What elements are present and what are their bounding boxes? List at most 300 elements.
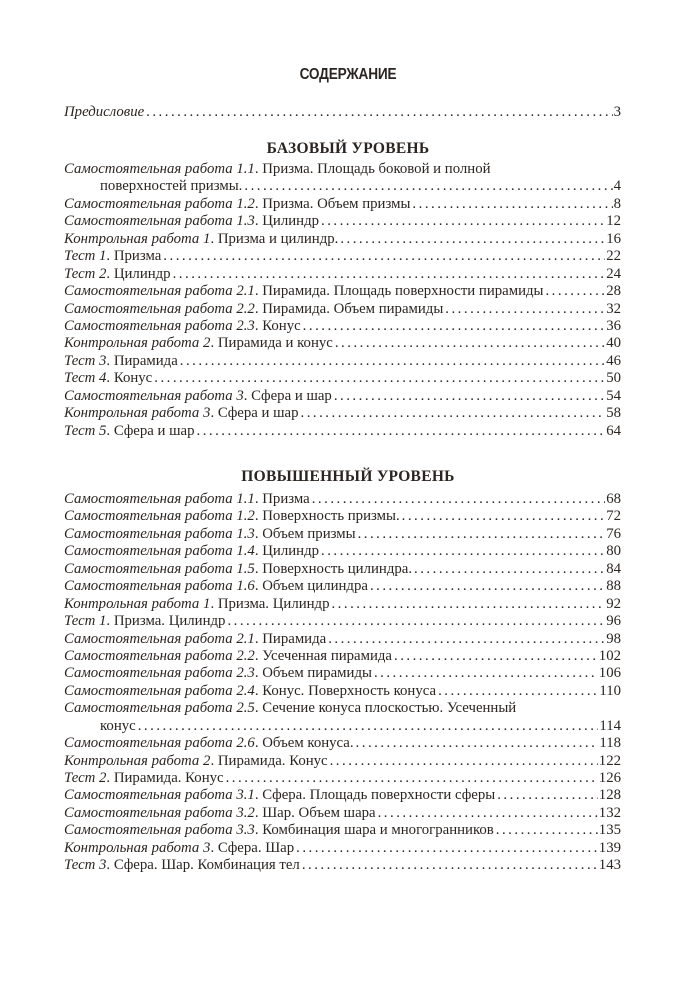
page-number: 118: [599, 735, 621, 752]
toc-entry-line: [64, 770, 621, 787]
page-number: 68: [606, 491, 621, 507]
entry-title: Пирамида и конус: [217, 335, 333, 352]
entry-title: Поверхность цилиндра.: [262, 560, 413, 577]
page-number: 12: [606, 213, 621, 230]
toc-entry[interactable]: [64, 318, 621, 335]
entry-kind-separator: .: [254, 213, 263, 230]
toc-entry[interactable]: [64, 301, 621, 318]
entry-text: [64, 665, 372, 682]
entry-title: Призма. Площадь боковой и полной: [262, 161, 491, 177]
entry-text: [64, 648, 392, 665]
entry-title: Сфера и шар: [251, 387, 332, 404]
dot-leader: [146, 104, 612, 121]
entry-title: Шар. Объем шара: [262, 804, 376, 821]
dot-leader: [296, 840, 598, 857]
entry-text: [64, 266, 171, 283]
entry-title: Пирамида. Конус: [217, 752, 328, 769]
page-number: 50: [606, 370, 621, 387]
entry-title: Поверхность призмы.: [262, 508, 400, 525]
toc-entry-continuation[interactable]: [64, 178, 621, 195]
entry-text: [64, 840, 294, 857]
entry-kind: Тест 2: [64, 770, 107, 786]
entry-kind-separator: .: [254, 283, 263, 300]
entry-title: Призма. Цилиндр: [113, 613, 226, 630]
entry-text: [64, 857, 300, 874]
toc-entry[interactable]: [64, 561, 621, 578]
section-basic-entries: [64, 161, 621, 440]
entry-kind: Самостоятельная работа 1.4: [64, 543, 255, 560]
dot-leader: [321, 543, 605, 560]
entry-text: [64, 735, 354, 752]
entry-title: Комбинация шара и многогранников: [262, 822, 494, 839]
entry-kind: Самостоятельная работа 2.3: [64, 317, 255, 334]
entry-title: Усеченная пирамида: [262, 647, 392, 664]
entry-kind: Тест 1: [64, 248, 107, 265]
toc-entry[interactable]: [64, 248, 621, 265]
entry-kind-separator: .: [254, 491, 263, 507]
toc-entry[interactable]: [64, 631, 621, 648]
page-number: 122: [598, 752, 621, 769]
entry-text: [64, 353, 178, 370]
toc-entry[interactable]: [64, 787, 621, 804]
toc-entry-line: [64, 596, 621, 613]
toc-entry-line: [64, 508, 621, 525]
dot-leader: [328, 631, 605, 648]
dot-leader: [370, 578, 605, 595]
toc-entry-line: [64, 613, 621, 630]
toc-entry-line: [64, 491, 621, 508]
toc-entry[interactable]: [64, 283, 621, 300]
entry-kind: Контрольная работа 1: [64, 595, 211, 612]
entry-kind: Тест 3: [64, 857, 107, 874]
toc-entry[interactable]: [64, 231, 621, 248]
page-number: 72: [606, 508, 621, 525]
toc-entry[interactable]: [64, 683, 621, 700]
entry-kind: Самостоятельная работа 1.2: [64, 508, 255, 525]
entry-kind-separator: .: [254, 300, 263, 317]
entry-text: [64, 213, 319, 230]
toc-entry-line: [64, 561, 621, 578]
toc-entry[interactable]: [64, 857, 621, 874]
dot-leader: [301, 405, 606, 422]
entry-text: [64, 822, 494, 839]
dot-leader: [394, 648, 598, 665]
page-number: 8: [613, 195, 621, 212]
page-number: 32: [606, 300, 621, 317]
dot-leader: [321, 213, 605, 230]
toc-entry[interactable]: [64, 266, 621, 283]
page-number: 132: [598, 804, 621, 821]
page-number: 36: [606, 317, 621, 334]
toc-entry-line: [64, 665, 621, 682]
entry-text: [64, 578, 368, 595]
entry-text: [64, 491, 310, 508]
page-number: 46: [606, 352, 621, 369]
entry-kind-separator: .: [210, 839, 218, 856]
preface-block: [64, 104, 621, 121]
dot-leader: [244, 178, 612, 195]
entry-kind-separator: .: [210, 230, 218, 247]
dot-leader: [163, 248, 605, 265]
dot-leader: [402, 508, 606, 525]
page-number: 3: [613, 104, 621, 120]
entry-kind: Самостоятельная работа 2.2: [64, 647, 255, 664]
entry-title: Цилиндр: [262, 543, 320, 560]
dot-leader: [358, 526, 606, 543]
page-number: 76: [606, 525, 621, 542]
toc-entry[interactable]: [64, 543, 621, 560]
toc-entry[interactable]: [64, 353, 621, 370]
dot-leader: [497, 787, 598, 804]
toc-entry-line: [64, 735, 621, 752]
entry-kind: Тест 1: [64, 613, 107, 630]
toc-entry-line: [64, 857, 621, 874]
page-number: 64: [606, 422, 621, 439]
dot-leader: [330, 753, 598, 770]
toc-entry[interactable]: [64, 596, 621, 613]
entry-kind-separator: .: [254, 317, 263, 334]
toc-entry[interactable]: [64, 491, 621, 508]
dot-leader: [414, 561, 605, 578]
entry-kind-separator: .: [254, 543, 263, 560]
entry-title: Сечение конуса плоскостью. Усеченный: [262, 700, 517, 717]
page-number: 54: [606, 387, 621, 404]
toc-entry-line: [64, 370, 621, 387]
entry-kind: Самостоятельная работа 2.1: [64, 630, 255, 647]
entry-kind: Самостоятельная работа 1.5: [64, 560, 255, 577]
entry-kind-separator: .: [254, 735, 263, 752]
dot-leader: [197, 423, 606, 440]
entry-text: [64, 596, 329, 613]
entry-kind-separator: .: [106, 770, 114, 786]
page-number: 84: [606, 560, 621, 577]
toc-entry[interactable]: [64, 822, 621, 839]
toc-entry-line: [64, 161, 621, 178]
toc-entry-line: [64, 405, 621, 422]
entry-kind-separator: .: [254, 161, 263, 177]
entry-kind: Тест 5: [64, 422, 107, 439]
dot-leader: [302, 857, 598, 874]
dot-leader: [378, 805, 598, 822]
entry-kind: Контрольная работа 1: [64, 230, 211, 247]
page-number: 40: [606, 335, 621, 352]
entry-title-continuation: конус: [100, 717, 136, 734]
page-number: 4: [613, 178, 621, 195]
entry-kind: Тест 4: [64, 370, 107, 387]
entry-kind: Тест 3: [64, 352, 107, 369]
entry-kind: Самостоятельная работа 2.4: [64, 682, 255, 699]
entry-title: Призма: [262, 491, 310, 507]
entry-kind-separator: .: [106, 248, 114, 265]
page-number: 22: [606, 248, 621, 265]
dot-leader: [340, 231, 605, 248]
dot-leader: [312, 491, 605, 508]
page-number: 98: [606, 630, 621, 647]
entry-kind-separator: .: [254, 195, 263, 212]
entry-kind-separator: .: [254, 804, 263, 821]
toc-entry-line: [64, 753, 621, 770]
toc-entry[interactable]: [64, 753, 621, 770]
entry-kind-separator: .: [210, 752, 218, 769]
toc-entry[interactable]: [64, 665, 621, 682]
entry-text: [64, 388, 332, 405]
toc-entry[interactable]: [64, 526, 621, 543]
entry-kind: Предисловие: [64, 104, 145, 120]
page-number: 128: [598, 787, 621, 804]
entry-text: [64, 196, 410, 213]
entry-kind-separator: .: [254, 525, 263, 542]
entry-text: [64, 753, 328, 770]
page-number: 143: [598, 857, 621, 874]
entry-kind: Тест 2: [64, 265, 107, 282]
entry-text: [64, 526, 356, 543]
entry-text: [64, 561, 412, 578]
section-heading-basic: БАЗОВЫЙ УРОВЕНЬ: [266, 140, 430, 157]
entry-kind: Самостоятельная работа 1.3: [64, 525, 255, 542]
toc-entry-line: [64, 283, 621, 300]
toc-entry-line: [64, 787, 621, 804]
toc-entry[interactable]: [64, 335, 621, 352]
entry-text: [64, 318, 301, 335]
entry-text: [64, 543, 319, 560]
entry-text: [64, 787, 495, 804]
entry-title: Конус. Поверхность конуса: [262, 682, 437, 699]
entry-kind-separator: .: [243, 387, 252, 404]
entry-title: Призма. Цилиндр: [217, 595, 330, 612]
entry-kind-separator: .: [106, 370, 114, 387]
entry-title: Призма. Объем призмы: [262, 195, 411, 212]
page-number: 139: [598, 839, 621, 856]
entry-text: [64, 301, 443, 318]
toc-entry[interactable]: [64, 578, 621, 595]
toc-entry-line: [64, 526, 621, 543]
dot-leader: [138, 718, 599, 735]
entry-title: Пирамида: [262, 630, 327, 647]
entry-kind: Самостоятельная работа 3.1: [64, 787, 255, 804]
entry-kind: Самостоятельная работа 1.1: [64, 491, 255, 507]
dot-leader: [412, 196, 612, 213]
toc-entry-line: [64, 196, 621, 213]
entry-text: [64, 161, 491, 178]
entry-text: [64, 335, 333, 352]
toc-entry-continuation[interactable]: [64, 718, 621, 735]
entry-kind-separator: .: [106, 857, 114, 874]
toc-entry-line: [64, 178, 621, 195]
page-number: 80: [606, 543, 621, 560]
toc-entry[interactable]: [64, 213, 621, 230]
entry-kind-separator: .: [254, 560, 263, 577]
dot-leader: [227, 613, 605, 630]
entry-kind-separator: .: [254, 647, 263, 664]
entry-kind: Контрольная работа 2: [64, 752, 211, 769]
page-number: 102: [598, 647, 621, 664]
entry-kind: Самостоятельная работа 1.2: [64, 195, 255, 212]
page-number: 24: [606, 265, 621, 282]
toc-entry[interactable]: [64, 613, 621, 630]
page-number: 135: [598, 822, 621, 839]
page-number: 114: [599, 717, 621, 734]
entry-text: [64, 613, 225, 630]
toc-entry[interactable]: [64, 508, 621, 525]
entry-title: Сфера. Площадь поверхности сферы: [262, 787, 496, 804]
entry-text: [64, 805, 376, 822]
toc-entry[interactable]: [64, 104, 621, 121]
toc-entry-line: [64, 388, 621, 405]
entry-text: [64, 231, 338, 248]
toc-entry[interactable]: [64, 388, 621, 405]
section-advanced-entries: [64, 491, 621, 875]
entry-kind-separator: .: [254, 682, 263, 699]
page-number: 58: [606, 405, 621, 422]
page-number: 106: [598, 665, 621, 682]
page-number: 28: [606, 283, 621, 300]
entry-kind: Самостоятельная работа 2.3: [64, 665, 255, 682]
entry-kind-separator: .: [106, 613, 114, 630]
entry-kind-separator: .: [254, 822, 263, 839]
dot-leader: [445, 301, 605, 318]
dot-leader: [154, 370, 605, 387]
dot-leader: [438, 683, 598, 700]
dot-leader: [496, 822, 598, 839]
toc-entry[interactable]: [64, 405, 621, 422]
page-number: 96: [606, 613, 621, 630]
entry-kind-separator: .: [254, 665, 263, 682]
entry-title-continuation: поверхностей призмы.: [100, 178, 243, 195]
dot-leader: [303, 318, 606, 335]
entry-title: Цилиндр: [113, 265, 171, 282]
entry-text: [64, 370, 152, 387]
toc-entry-line: [64, 353, 621, 370]
entry-title: Пирамида. Объем пирамиды: [262, 300, 444, 317]
page-number: 16: [606, 230, 621, 247]
toc-entry-line: [64, 213, 621, 230]
entry-title: Цилиндр: [262, 213, 320, 230]
entry-title: Пирамида. Площадь поверхности пирамиды: [262, 283, 544, 300]
entry-kind: Самостоятельная работа 3: [64, 387, 244, 404]
page-number: 88: [606, 578, 621, 595]
entry-text: [64, 248, 161, 265]
entry-kind-separator: .: [254, 700, 263, 717]
entry-kind: Самостоятельная работа 2.1: [64, 283, 255, 300]
toc-entry-line: [64, 648, 621, 665]
section-heading-advanced: ПОВЫШЕННЫЙ УРОВЕНЬ: [241, 468, 455, 485]
entry-title: Пирамида: [113, 352, 178, 369]
entry-kind-separator: .: [210, 595, 218, 612]
toc-entry[interactable]: [64, 735, 621, 752]
dot-leader: [331, 596, 605, 613]
toc-entry[interactable]: [64, 700, 621, 717]
toc-entry-line: [64, 700, 621, 717]
toc-entry-line: [64, 301, 621, 318]
toc-entry-line: [64, 840, 621, 857]
entry-title: Объем пирамиды: [262, 665, 372, 682]
entry-kind-separator: .: [254, 630, 263, 647]
entry-kind: Контрольная работа 2: [64, 335, 211, 352]
entry-text: [64, 104, 144, 121]
page-number: 110: [599, 682, 621, 699]
dot-leader: [334, 388, 605, 405]
entry-title: Объем конуса.: [262, 735, 354, 752]
entry-kind-separator: .: [254, 508, 263, 525]
entry-title: Конус: [113, 370, 153, 387]
entry-title: Призма: [113, 248, 162, 265]
toc-entry-line: [64, 543, 621, 560]
entry-kind: Самостоятельная работа 1.6: [64, 578, 255, 595]
toc-entry[interactable]: [64, 161, 621, 178]
entry-text: [64, 631, 326, 648]
toc-entry-line: [64, 578, 621, 595]
entry-kind: Самостоятельная работа 1.3: [64, 213, 255, 230]
entry-text: [64, 508, 400, 525]
entry-title: Объем цилиндра: [262, 578, 368, 595]
entry-title: Призма и цилиндр.: [217, 230, 339, 247]
entry-text: [64, 423, 195, 440]
entry-title: Объем призмы: [262, 525, 356, 542]
toc-entry-line: [64, 335, 621, 352]
entry-title: Сфера и шар: [113, 422, 195, 439]
entry-title: Сфера и шар: [217, 405, 299, 422]
dot-leader: [374, 665, 598, 682]
toc-entry[interactable]: [64, 370, 621, 387]
entry-title: Конус: [262, 317, 301, 334]
entry-title: Сфера. Шар: [217, 839, 295, 856]
entry-text: [64, 770, 224, 787]
page-number: 126: [598, 770, 621, 786]
entry-kind: Самостоятельная работа 3.2: [64, 804, 255, 821]
toc-entry-line: [64, 104, 621, 121]
dot-leader: [173, 266, 606, 283]
toc-entry[interactable]: [64, 648, 621, 665]
page-number: 92: [606, 595, 621, 612]
toc-entry-line: [64, 266, 621, 283]
entry-kind-separator: .: [106, 352, 114, 369]
entry-title: Сфера. Шар. Комбинация тел: [113, 857, 300, 874]
entry-text: [64, 700, 516, 717]
toc-entry[interactable]: [64, 423, 621, 440]
entry-title: Пирамида. Конус: [113, 770, 224, 786]
dot-leader: [180, 353, 605, 370]
toc-entry-line: [64, 718, 621, 735]
dot-leader: [356, 735, 599, 752]
entry-kind: Самостоятельная работа 2.5: [64, 700, 255, 717]
toc-entry[interactable]: [64, 770, 621, 787]
entry-kind-separator: .: [254, 787, 263, 804]
entry-kind-separator: .: [106, 265, 114, 282]
entry-text: [64, 283, 543, 300]
entry-kind-separator: .: [106, 422, 114, 439]
toc-entry[interactable]: [64, 805, 621, 822]
toc-title: СОДЕРЖАНИЕ: [299, 66, 397, 83]
toc-entry-line: [64, 248, 621, 265]
toc-entry-line: [64, 231, 621, 248]
toc-entry[interactable]: [64, 840, 621, 857]
dot-leader: [545, 283, 605, 300]
entry-text: [64, 405, 299, 422]
entry-kind-separator: .: [210, 405, 218, 422]
toc-entry-line: [64, 822, 621, 839]
entry-kind: Самостоятельная работа 1.1: [64, 161, 255, 177]
entry-kind: Самостоятельная работа 2.6: [64, 735, 255, 752]
entry-text: [64, 683, 436, 700]
entry-kind: Контрольная работа 3: [64, 839, 211, 856]
toc-entry-line: [64, 683, 621, 700]
toc-entry[interactable]: [64, 196, 621, 213]
entry-kind: Самостоятельная работа 2.2: [64, 300, 255, 317]
toc-entry-line: [64, 318, 621, 335]
toc-entry-line: [64, 805, 621, 822]
entry-kind: Самостоятельная работа 3.3: [64, 822, 255, 839]
entry-kind-separator: .: [210, 335, 218, 352]
